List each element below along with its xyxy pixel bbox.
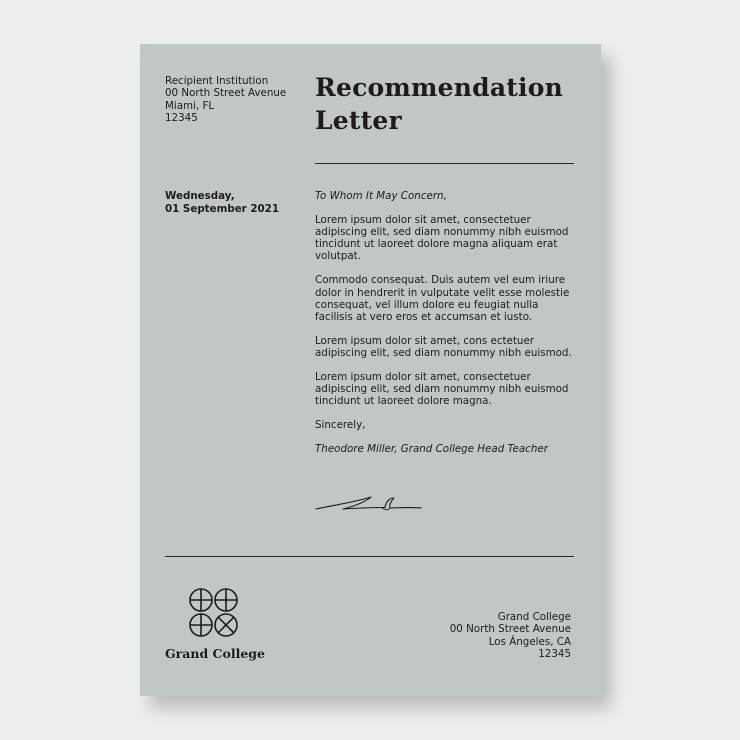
address-zip: 12345 xyxy=(538,647,571,660)
address-name: Grand College xyxy=(497,611,571,623)
closing: Sincerely, xyxy=(315,419,366,432)
signer-name: Theodore Miller, Grand College Head Teacher xyxy=(315,443,548,456)
paragraph-1: Lorem ipsum dolor sit amet, consectetuer adipiscing elit, sed diam nonummy nibh euismod tincidunt ut laoreet dolore magna aliquam erat volutpat. xyxy=(315,214,569,263)
salutation: To Whom It May Concern, xyxy=(315,190,447,202)
recipient-address xyxy=(165,75,286,124)
address-street: 00 North Street Avenue xyxy=(449,623,571,636)
signature xyxy=(315,493,425,515)
title-line-2: Letter xyxy=(315,106,402,135)
title-line-1: Recommendation xyxy=(315,73,563,102)
recipient-name: Recipient Institution xyxy=(165,75,269,87)
recipient-city: Miami, FL xyxy=(165,99,215,112)
college-logo-icon xyxy=(187,587,241,639)
recipient-street: 00 North Street Avenue xyxy=(165,87,287,100)
date-weekday: Wednesday, xyxy=(165,190,235,202)
college-address xyxy=(450,611,571,660)
paragraph-2: Commodo consequat. Duis autem vel eum iriure dolor in hendrerit in vulputate velit esse molestie consequat, vel illum dolore eu feugiat nulla facilisis at vero eros et accumsan et iusto. xyxy=(315,274,570,323)
footer-divider xyxy=(165,556,574,557)
page-title xyxy=(315,71,563,137)
recipient-zip: 12345 xyxy=(165,111,198,124)
letter-page xyxy=(140,44,601,696)
paragraph-3: Lorem ipsum dolor sit amet, cons ectetuer adipiscing elit, sed diam nonummy nibh euismod. xyxy=(315,334,572,359)
letter-body xyxy=(315,190,577,468)
letter-date xyxy=(165,190,279,215)
date-full: 01 September 2021 xyxy=(165,202,279,215)
address-city: Los Ángeles, CA xyxy=(488,635,571,648)
title-divider xyxy=(315,163,574,164)
logo-college-name: Grand College xyxy=(165,646,265,661)
paragraph-4: Lorem ipsum dolor sit amet, consectetuer adipiscing elit, sed diam nonummy nibh euismod tincidunt ut laoreet dolore magna. xyxy=(315,371,569,408)
